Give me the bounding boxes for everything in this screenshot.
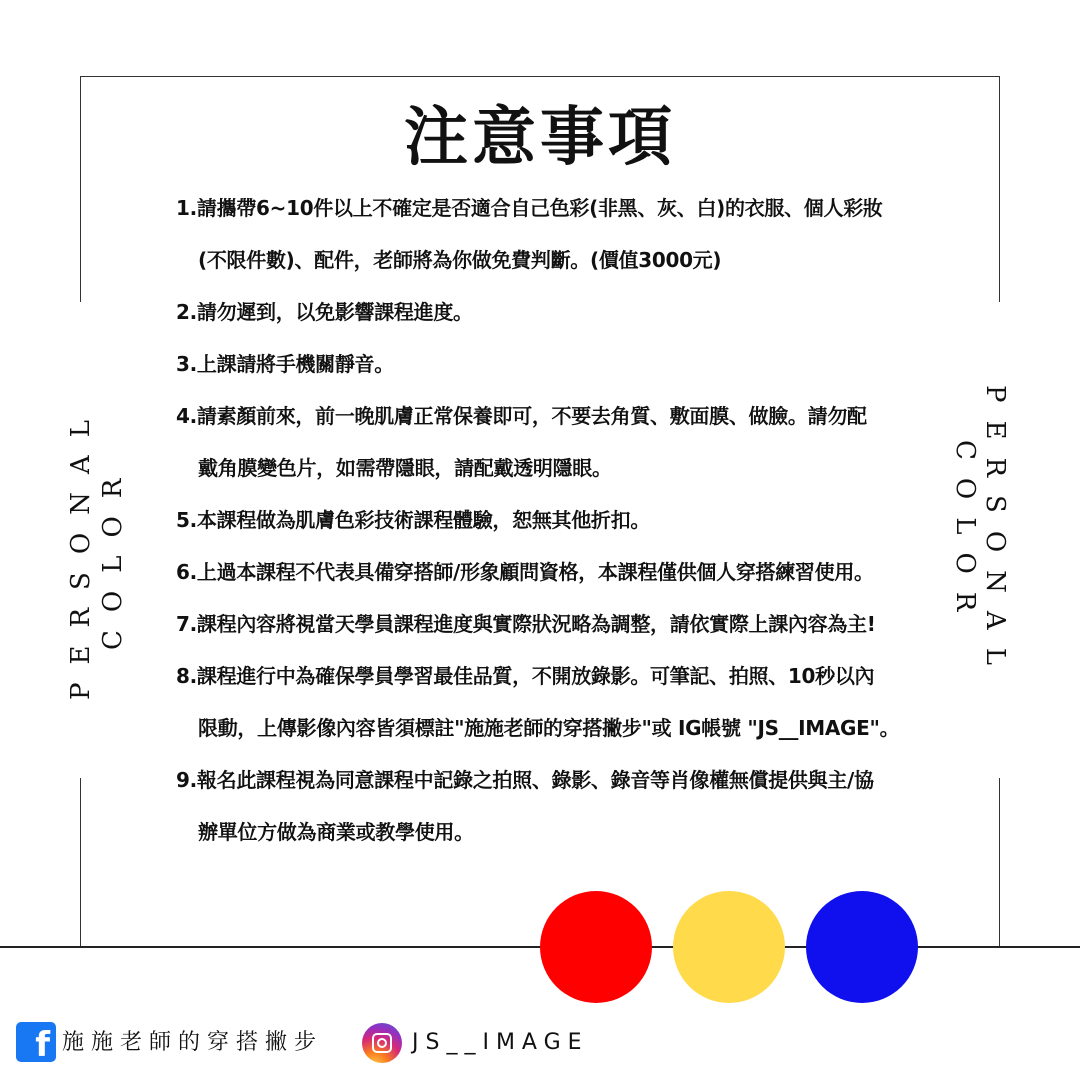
rule-item (176, 338, 966, 390)
rule-line: 5.本課程做為肌膚色彩技術課程體驗，恕無其他折扣。 (176, 508, 651, 532)
side-text-right-color: COLOR (950, 440, 980, 630)
side-text-left-personal: PERSONAL (66, 402, 96, 700)
blue-circle (806, 891, 918, 1003)
rule-item (176, 494, 966, 546)
frame-right-line-lower (999, 778, 1000, 948)
rules-list (176, 182, 966, 858)
rule-item (176, 286, 966, 338)
rule-line: 4.請素顏前來，前一晚肌膚正常保養即可，不要去角質、敷面膜、做臉。請勿配 (176, 404, 867, 428)
rule-item (176, 390, 966, 494)
facebook-icon-glyph: f (35, 1025, 50, 1062)
rule-line: 辦單位方做為商業或教學使用。 (198, 820, 474, 844)
rule-item (176, 182, 966, 286)
side-text-right-personal: PERSONAL (980, 385, 1010, 683)
red-circle (540, 891, 652, 1003)
frame-left-line-lower (80, 778, 81, 948)
facebook-icon[interactable] (16, 1022, 56, 1062)
facebook-page-name[interactable]: 施施老師的穿搭撇步 (62, 1030, 324, 1055)
rule-line: 2.請勿遲到，以免影響課程進度。 (176, 300, 473, 324)
rule-line: 1.請攜帶6~10件以上不確定是否適合自己色彩(非黑、灰、白)的衣服、個人彩妝 (176, 196, 883, 220)
rule-item (176, 598, 966, 650)
instagram-account-name[interactable]: JS__IMAGE (412, 1030, 589, 1055)
rule-line: (不限件數)、配件，老師將為你做免費判斷。(價值3000元) (198, 248, 722, 272)
rule-line: 3.上課請將手機關靜音。 (176, 352, 394, 376)
rule-line: 9.報名此課程視為同意課程中記錄之拍照、錄影、錄音等肖像權無償提供與主/協 (176, 768, 874, 792)
rule-line: 7.課程內容將視當天學員課程進度與實際狀況略為調整，請依實際上課內容為主! (176, 612, 876, 636)
rule-item (176, 754, 966, 858)
frame-top-line (80, 76, 1000, 77)
rule-line: 8.課程進行中為確保學員學習最佳品質，不開放錄影。可筆記、拍照、10秒以內 (176, 664, 875, 688)
rule-item (176, 546, 966, 598)
rule-line: 限動，上傳影像內容皆須標註"施施老師的穿搭撇步"或 IG帳號 "JS__IMAGE"。 (198, 716, 900, 740)
page-title: 注意事項 (404, 101, 676, 175)
instagram-icon[interactable] (362, 1023, 402, 1063)
yellow-circle (673, 891, 785, 1003)
instagram-camera-lens (377, 1038, 387, 1048)
rule-line: 6.上過本課程不代表具備穿搭師/形象顧問資格，本課程僅供個人穿搭練習使用。 (176, 560, 874, 584)
rule-item (176, 650, 966, 754)
side-text-left-color: COLOR (98, 460, 128, 650)
rule-line: 戴角膜變色片，如需帶隱眼，請配戴透明隱眼。 (198, 456, 612, 480)
